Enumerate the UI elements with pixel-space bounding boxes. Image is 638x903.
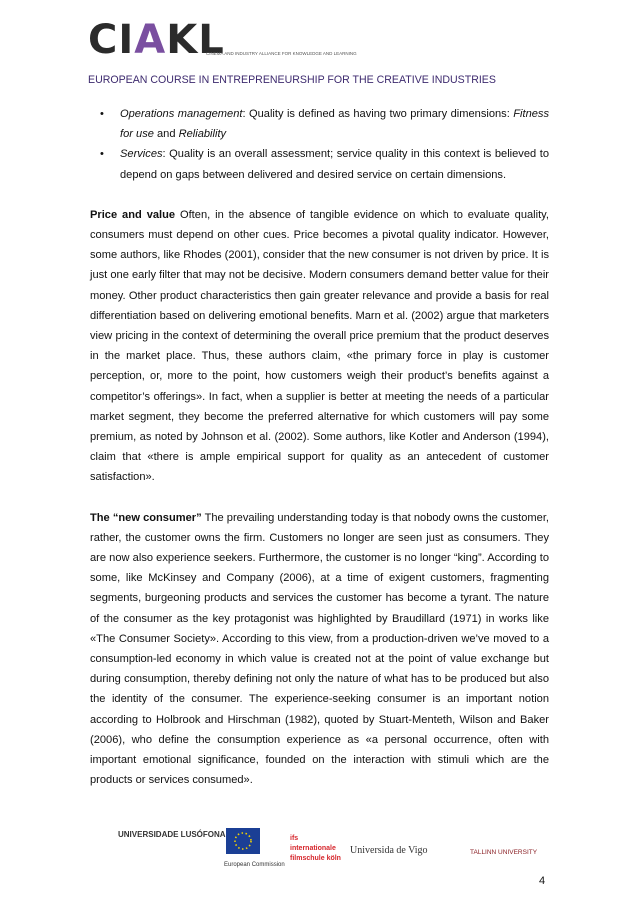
lusofona-logo: UNIVERSIDADE LUSÓFONA xyxy=(118,830,226,839)
ifs-logo: ifs internationale filmschule köln xyxy=(290,835,341,862)
bullet-icon: • xyxy=(100,148,104,161)
list-item: • Operations management: Quality is defined as having two primary dimensions: Fitness for use and Reliability xyxy=(90,104,549,144)
new-consumer-paragraph: The “new consumer” The prevailing understanding today is that nobody owns the customer, rather, the customer owns the firm. Customers no longer are seen just as consumers. They are now also experience seekers. Furthermore, the customer is no longer “king”. According to some, like McKinsey and Company (2006), at a time of exigent customers, fragmenting segments, burgeoning products and services the customer has become a tyrant. The nature of the consumer as the key protagonist was highlighted by Braudillard (1971) in works like «The Consumer Society». According to this view, from a production-driven we’ve moved to a consumption-led economy in which value is created not at the point of value exchange but during consumption, thereby defining not only the nature of what has to be produced but also the identity of the consumer. The experience-seeking consumer is an important notion according to Holbrook and Hirschman (1982), quoted by Stuart-Menteth, Wilson and Baker (2006), who define the consumption experience as «a personal occurrence, often with important emotional significance, founded on the interaction with stimuli which are the products or services consumed». xyxy=(90,511,550,787)
eu-flag-icon xyxy=(226,828,260,854)
bullet-icon: • xyxy=(100,108,104,120)
page-number: 4 xyxy=(539,875,546,887)
quality-bullet-list xyxy=(90,104,549,185)
tallinn-logo: TALLINN UNIVERSITY xyxy=(470,849,538,856)
logo-wordmark: CIAKL xyxy=(88,17,225,63)
vigo-logo: Universida de Vigo xyxy=(350,845,428,856)
price-value-paragraph: Price and value Often, in the absence of tangible evidence on which to evaluate quality, consumers must depend on other cues. Price becomes a pivotal quality indicator. However, some authors, like Rhodes (2001), consider that the new consumer is not driven by price. It is just one early filter that may not be decisive. Modern consumers demand better value for their money. Other product characteristics then gain greater relevance and provide a basis for real differentiation based on delivering emotional benefits. Marn et al. (2002) argue that marketers view pricing in the context of determining the overall price premium that the product deserves in the market place. Thus, these authors claim, «the primary force in play is customer perception, or, more to the point, how customers weigh their product’s benefits against a competitor’s offerings». In fact, when a supplier is better at meeting the needs of a particular market segment, they become the preferred alternative for which customers will pay some premium, as noted by Johnson et al. (2002). Some authors, like Kotler and Anderson (1994), claim that «there is ample empirical support for quality as an antecedent of customer satisfaction». xyxy=(90,208,549,484)
ciakl-logo xyxy=(88,17,357,70)
european-commission-logo: European Commission xyxy=(224,862,285,868)
course-title: EUROPEAN COURSE IN ENTREPRENEURSHIP FOR THE CREATIVE INDUSTRIES xyxy=(88,74,496,86)
logo-tagline: CINEMA AND INDUSTRY ALLIANCE FOR KNOWLEDGE AND LEARNING xyxy=(206,51,357,56)
document-body xyxy=(90,104,549,791)
list-item: • Services: Quality is an overall assessment; service quality in this context is believed to depend on gaps between delivered and desired service on certain dimensions. xyxy=(90,144,549,184)
partner-logos xyxy=(0,820,638,880)
